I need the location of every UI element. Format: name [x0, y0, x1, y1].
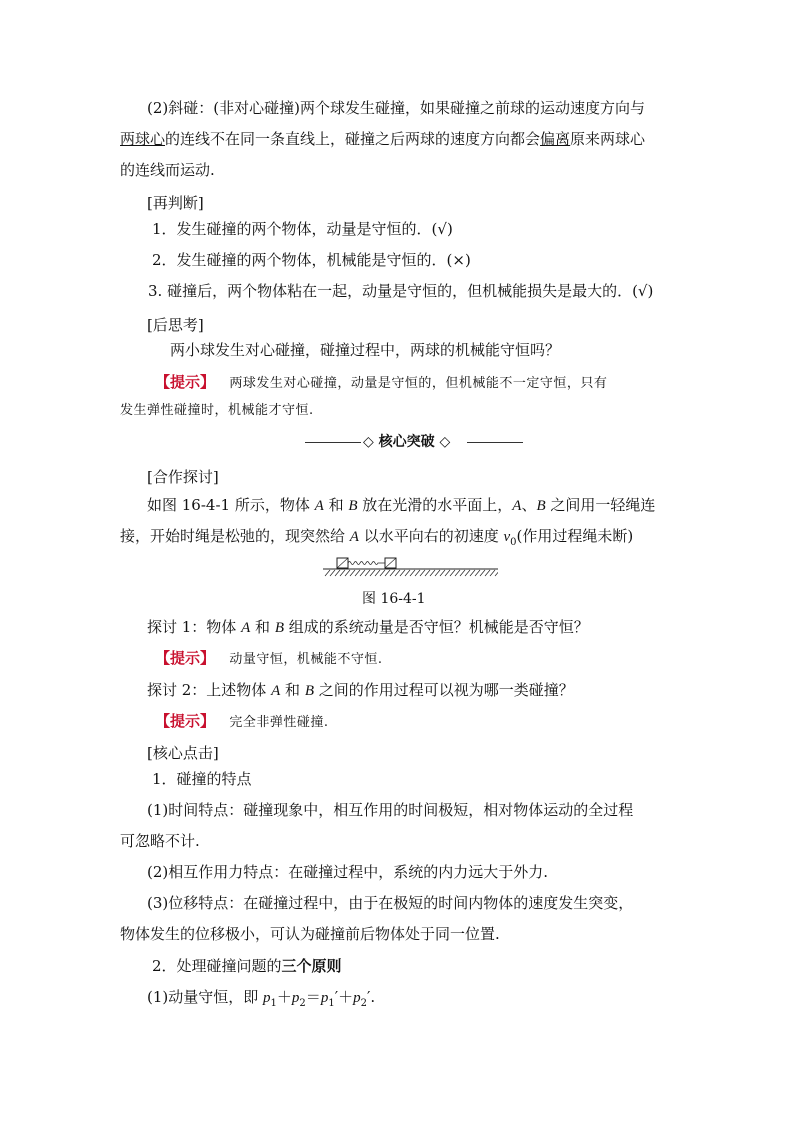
- hatch-mark: [365, 570, 370, 576]
- hatch-mark: [400, 570, 405, 576]
- hatch-mark: [325, 570, 330, 576]
- divider-rule-left: [305, 442, 361, 443]
- afterthought-heading: [后思考]: [147, 316, 204, 334]
- core-heading: [核心点击]: [147, 744, 219, 762]
- subscript: 1: [270, 998, 277, 1009]
- rope: [348, 562, 385, 565]
- hatch-mark: [495, 570, 498, 576]
- afterthought-hint: [155, 372, 607, 394]
- rejudge-item: 1．发生碰撞的两个物体，动量是守恒的．(√): [152, 220, 453, 238]
- hint-text: 完全非弹性碰撞.: [229, 715, 329, 730]
- rejudge-item: 3. 碰撞后，两个物体粘在一起，动量是守恒的，但机械能损失是最大的．(√): [148, 282, 654, 300]
- operator: ＋: [276, 988, 292, 1006]
- text-span: 接，开始时绳是松弛的，现突然给: [120, 527, 350, 545]
- hatch-mark: [415, 570, 420, 576]
- hatch-mark: [405, 570, 410, 576]
- text-span: 和: [323, 496, 349, 514]
- hatch-mark: [395, 570, 400, 576]
- section-title: ◇ 核心突破 ◇: [363, 434, 451, 450]
- var-a: A: [314, 498, 324, 514]
- subscript: 0: [510, 537, 517, 548]
- figure-caption: 图 16-4-1: [362, 591, 426, 607]
- text-span: (作用过程绳未断): [516, 527, 634, 545]
- hatch-mark: [425, 570, 430, 576]
- var-p: p: [353, 990, 361, 1006]
- hatch-mark: [390, 570, 395, 576]
- text-span: (1)动量守恒，即: [147, 988, 264, 1006]
- divider-rule-right: [467, 442, 523, 443]
- prime-mark: ′: [334, 988, 339, 1006]
- hint-label: 【提示】: [155, 712, 216, 730]
- text-span: 原来两球心: [570, 130, 646, 148]
- cooperate-line-1: [147, 495, 655, 516]
- answer-1: [155, 648, 382, 670]
- var-b: B: [274, 620, 284, 636]
- hatch-mark: [385, 570, 390, 576]
- hatch-mark: [330, 570, 335, 576]
- oblique-line-1: (2)斜碰：(非对心碰撞)两个球发生碰撞，如果碰撞之前球的运动速度方向与: [147, 99, 645, 117]
- text-span: 、: [521, 496, 537, 514]
- section-divider: [305, 432, 523, 452]
- var-a: A: [241, 620, 251, 636]
- operator: ＋: [338, 988, 354, 1006]
- text-span: 组成的系统动量是否守恒？机械能是否守恒？: [283, 618, 589, 636]
- afterthought-question: 两小球发生对心碰撞，碰撞过程中，两球的机械能守恒吗？: [170, 341, 561, 359]
- hatch-mark: [435, 570, 440, 576]
- subscript: 2: [360, 998, 367, 1009]
- underlined-term: 两球心: [120, 130, 166, 148]
- rejudge-item: 2．发生碰撞的两个物体，机械能是守恒的．(×): [152, 251, 471, 269]
- ground-hatching: [325, 570, 498, 576]
- var-p: p: [320, 990, 329, 1006]
- core-s1-p1-line1: (1)时间特点：碰撞现象中，相互作用的时间极短，相对物体运动的全过程: [147, 801, 634, 819]
- core-s1-p1-line2: 可忽略不计.: [120, 832, 200, 850]
- hatch-mark: [340, 570, 345, 576]
- var-b: B: [536, 498, 546, 514]
- afterthought-hint-line-2: 发生弹性碰撞时，机械能才守恒.: [120, 403, 314, 418]
- text-span: 探讨 1：物体: [147, 618, 242, 636]
- bold-term: 三个原则: [281, 957, 342, 975]
- text-span: 和: [280, 681, 305, 699]
- rejudge-heading: [再判断]: [147, 194, 204, 212]
- text-span: 之间的作用过程可以视为哪一类碰撞？: [313, 681, 574, 699]
- hatch-mark: [490, 570, 495, 576]
- hint-text: 动量守恒，机械能不守恒.: [229, 652, 383, 667]
- hint-label: 【提示】: [155, 649, 216, 667]
- core-s2-p1: [147, 987, 375, 1014]
- text-span: 之间用一轻绳连: [545, 496, 656, 514]
- oblique-line-2: [120, 129, 645, 149]
- hatch-mark: [480, 570, 485, 576]
- prime-mark: ′: [366, 988, 371, 1006]
- var-a: A: [512, 498, 522, 514]
- var-a: A: [349, 529, 359, 545]
- var-b: B: [304, 683, 314, 699]
- hatch-mark: [440, 570, 445, 576]
- text-span: 的连线不在同一条直线上，碰撞之后两球的速度方向都会: [165, 130, 541, 148]
- var-v: v: [503, 529, 511, 545]
- hatch-mark: [360, 570, 365, 576]
- hatch-mark: [450, 570, 455, 576]
- hint-text: 两球发生对心碰撞，动量是守恒的，但机械能不一定守恒，只有: [229, 376, 608, 391]
- hatch-mark: [465, 570, 470, 576]
- text-span: 探讨 2：上述物体: [147, 681, 272, 699]
- block-a-hatch: [337, 558, 348, 568]
- text-span: 以水平向右的初速度: [358, 527, 504, 545]
- text-span: 如图 16-4-1 所示，物体: [147, 496, 315, 514]
- var-p: p: [263, 990, 271, 1006]
- hatch-mark: [335, 570, 340, 576]
- var-p: p: [291, 990, 300, 1006]
- oblique-line-3: 的连线而运动.: [120, 161, 215, 179]
- text-span: 2．处理碰撞问题的: [152, 957, 282, 975]
- operator: ＝: [305, 988, 321, 1006]
- hatch-mark: [370, 570, 375, 576]
- core-s1-p3-line1: (3)位移特点：在碰撞过程中，由于在极短的时间内物体的速度发生突变，: [147, 894, 634, 912]
- hint-label: 【提示】: [155, 373, 216, 391]
- subscript: 1: [328, 998, 335, 1009]
- figure-blocks-diagram: [323, 556, 498, 578]
- hatch-mark: [410, 570, 415, 576]
- answer-2: [155, 711, 328, 733]
- var-b: B: [348, 498, 358, 514]
- text-span: 和: [250, 618, 275, 636]
- hatch-mark: [380, 570, 385, 576]
- core-s1-p2: (2)相互作用力特点：在碰撞过程中，系统的内力远大于外力.: [147, 863, 549, 881]
- cooperate-heading: [合作探讨]: [147, 468, 219, 486]
- hatch-mark: [445, 570, 450, 576]
- cooperate-line-2: [120, 526, 633, 553]
- question-1: [147, 617, 589, 638]
- hatch-mark: [430, 570, 435, 576]
- period: .: [370, 988, 376, 1006]
- core-s2-title: [152, 956, 342, 976]
- hatch-mark: [345, 570, 350, 576]
- question-2: [147, 680, 574, 701]
- core-s1-title: 1．碰撞的特点: [152, 770, 252, 788]
- subscript: 2: [299, 998, 306, 1009]
- block-b-hatch: [385, 558, 396, 568]
- underlined-term: 偏离: [540, 130, 571, 148]
- hatch-mark: [460, 570, 465, 576]
- hatch-mark: [470, 570, 475, 576]
- hatch-mark: [455, 570, 460, 576]
- hatch-mark: [375, 570, 380, 576]
- var-a: A: [271, 683, 281, 699]
- hatch-mark: [475, 570, 480, 576]
- core-s1-p3-line2: 物体发生的位移极小，可认为碰撞前后物体处于同一位置.: [120, 925, 500, 943]
- hatch-mark: [420, 570, 425, 576]
- hatch-mark: [355, 570, 360, 576]
- hatch-mark: [350, 570, 355, 576]
- text-span: 放在光滑的水平面上，: [357, 496, 513, 514]
- hatch-mark: [485, 570, 490, 576]
